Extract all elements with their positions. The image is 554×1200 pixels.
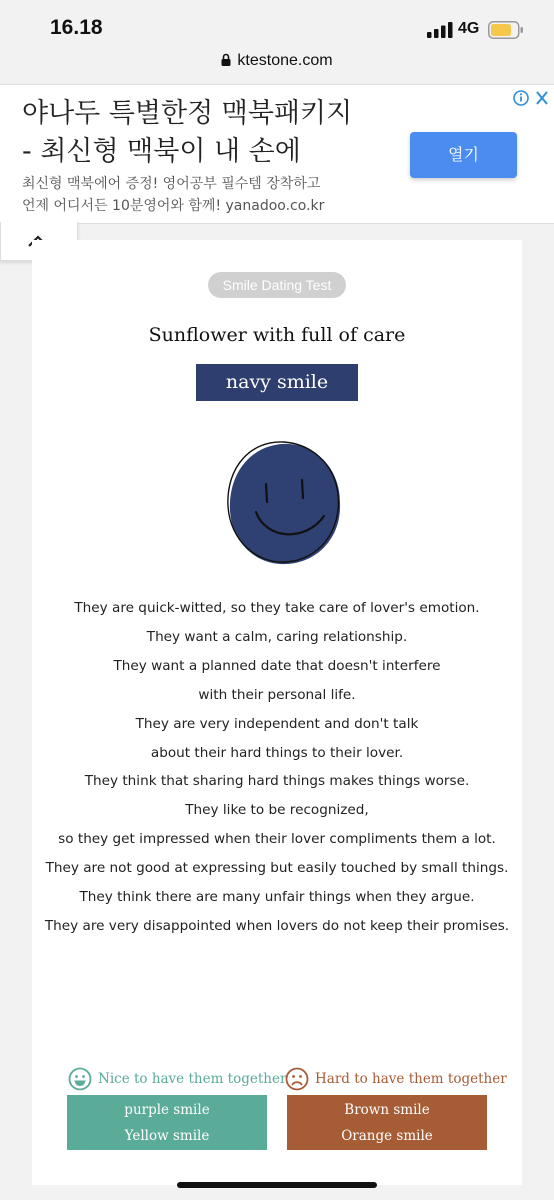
- bad-match-heading: [285, 1066, 507, 1092]
- signal-bars-icon: [427, 22, 453, 38]
- good-match-heading: [68, 1066, 287, 1092]
- good-match-item: Yellow smile: [124, 1128, 210, 1144]
- description-line: They want a planned date that doesn't interfere: [113, 657, 441, 674]
- bad-match-label: Hard to have them together: [315, 1071, 507, 1087]
- ad-title[interactable]: [22, 95, 392, 171]
- good-match-box: [67, 1095, 267, 1150]
- bad-match-item: Orange smile: [341, 1128, 433, 1144]
- happy-face-icon: [68, 1067, 92, 1091]
- ad-desc-line1: 최신형 맥북에어 증정! 영어공부 필수템 장착하고: [22, 176, 321, 192]
- description-line: They are quick-witted, so they take care of lover's emotion.: [74, 600, 480, 616]
- ad-open-button[interactable]: 열기: [410, 132, 517, 178]
- description-line: They want a calm, caring relationship.: [146, 628, 408, 645]
- result-title: Sunflower with full of care: [148, 324, 406, 346]
- url-bar[interactable]: [0, 52, 554, 80]
- description-line: They are not good at expressing but easily touched by small things.: [45, 860, 509, 877]
- battery-icon: [488, 21, 524, 39]
- lock-icon: [221, 53, 231, 66]
- status-bar: [0, 0, 554, 52]
- result-name-badge: navy smile: [196, 364, 358, 401]
- description-line: They think that sharing hard things makes things worse.: [84, 773, 470, 790]
- ad-desc-line2: 언제 어디서든 10분영어와 함께! yanadoo.co.kr: [22, 198, 325, 214]
- navy-smiley-icon: [222, 436, 346, 572]
- ad-choices-icon[interactable]: [513, 89, 551, 109]
- description-line: with their personal life.: [198, 686, 356, 703]
- home-indicator[interactable]: [177, 1182, 377, 1188]
- bad-match-box: [287, 1095, 487, 1150]
- description-line: about their hard things to their lover.: [150, 744, 404, 761]
- ad-banner[interactable]: [0, 84, 554, 224]
- clock-time: 16.18: [50, 16, 103, 39]
- sad-face-icon: [285, 1067, 309, 1091]
- description-line: They are very independent and don't talk: [135, 715, 419, 732]
- description-line: They think there are many unfair things when they argue.: [79, 889, 475, 906]
- description-line: They like to be recognized,: [185, 802, 369, 819]
- description-line: so they get impressed when their lover compliments them a lot.: [58, 831, 496, 848]
- ad-title-line1: 야나두 특별한정 맥북패키지: [22, 98, 353, 129]
- good-match-label: Nice to have them together: [98, 1071, 287, 1087]
- bad-match-item: Brown smile: [344, 1102, 430, 1118]
- network-type: 4G: [458, 20, 480, 37]
- test-badge: Smile Dating Test: [208, 272, 346, 298]
- ad-description: [22, 173, 402, 217]
- result-description: [32, 594, 522, 941]
- good-match-item: purple smile: [124, 1102, 210, 1118]
- ad-title-line2: - 최신형 맥북이 내 손에: [22, 136, 301, 167]
- url-text: ktestone.com: [237, 52, 333, 69]
- description-line: They are very disappointed when lovers do not keep their promises.: [44, 917, 510, 934]
